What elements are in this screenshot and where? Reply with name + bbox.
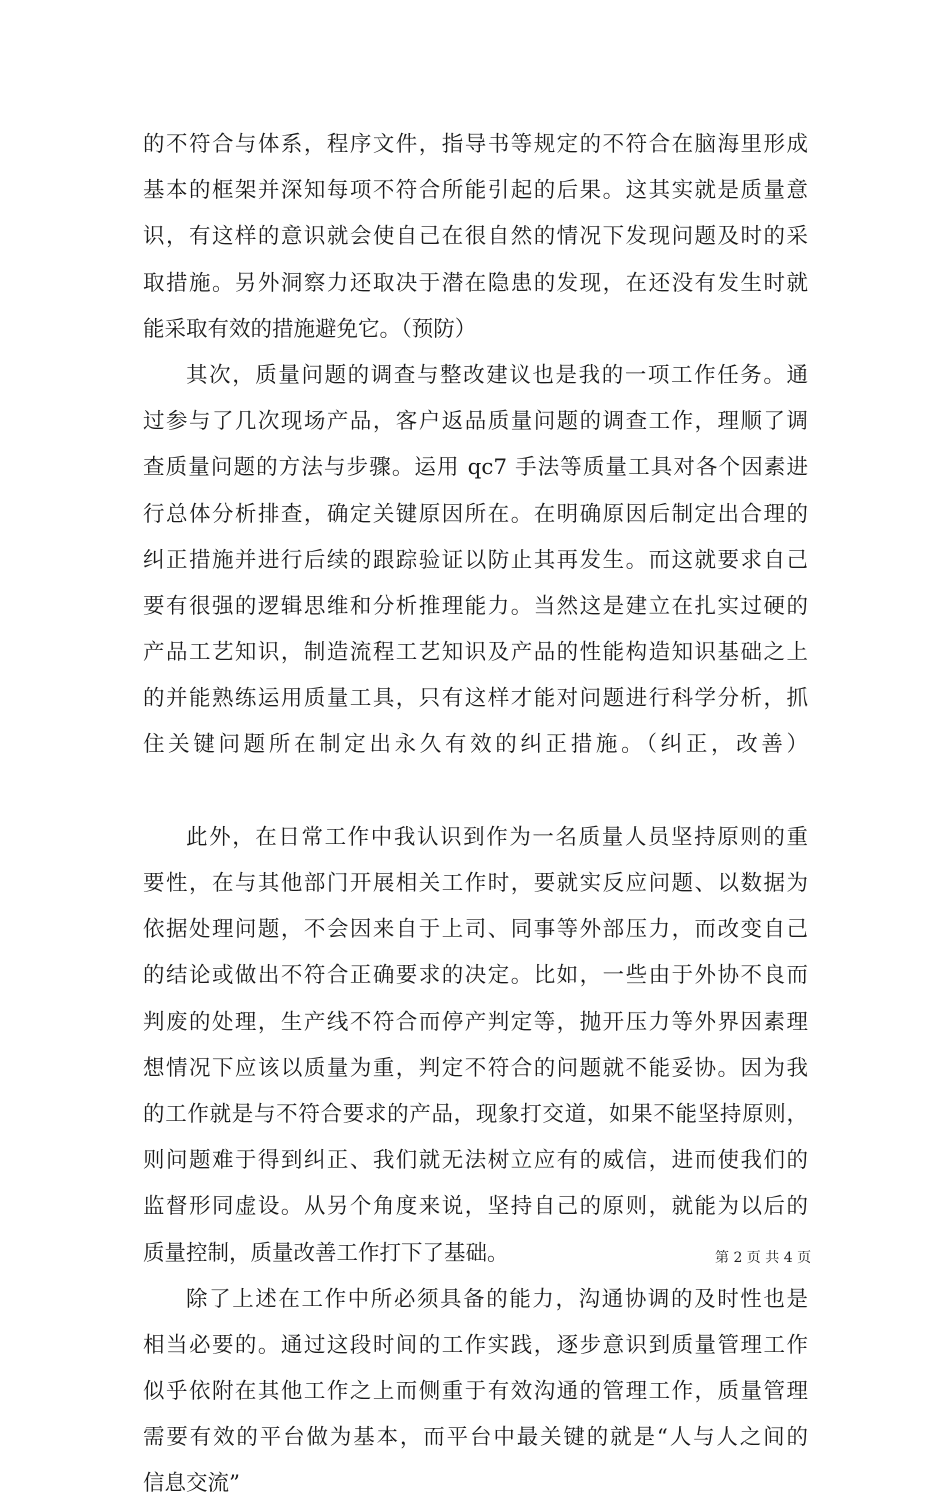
text-line: 住关键问题所在制定出永久有效的纠正措施。（纠正，改善） bbox=[143, 732, 808, 758]
text-line: 监督形同虚设。从另个角度来说，坚持自己的原则，就能为以后的 bbox=[143, 1194, 808, 1220]
text-line: 除了上述在工作中所必须具备的能力，沟通协调的及时性也是 bbox=[186, 1286, 808, 1312]
text-line: 其次，质量问题的调查与整改建议也是我的一项工作任务。通 bbox=[186, 362, 808, 388]
text-line: 查质量问题的方法与步骤。运用 qc7 手法等质量工具对各个因素进 bbox=[143, 455, 808, 481]
text-line: 的不符合与体系，程序文件，指导书等规定的不符合在脑海里形成 bbox=[143, 132, 808, 157]
text-line: 产品工艺知识，制造流程工艺知识及产品的性能构造知识基础之上 bbox=[143, 640, 808, 666]
text-line: 信息交流” bbox=[143, 1471, 240, 1497]
text-line: 依据处理问题，不会因来自于上司、同事等外部压力，而改变自己 bbox=[143, 917, 808, 943]
text-line: 的工作就是与不符合要求的产品，现象打交道，如果不能坚持原则， bbox=[143, 1101, 808, 1127]
page-number-footer: 第 2 页 共 4 页 bbox=[715, 1250, 812, 1266]
text-line: 纠正措施并进行后续的跟踪验证以防止其再发生。而这就要求自己 bbox=[143, 547, 808, 573]
text-line: 过参与了几次现场产品，客户返品质量问题的调查工作，理顺了调 bbox=[143, 409, 808, 435]
text-line: 想情况下应该以质量为重，判定不符合的问题就不能妥协。因为我 bbox=[143, 1055, 808, 1081]
text-line: 此外，在日常工作中我认识到作为一名质量人员坚持原则的重 bbox=[186, 824, 808, 850]
text-line: 相当必要的。通过这段时间的工作实践，逐步意识到质量管理工作 bbox=[143, 1332, 808, 1358]
text-line: 要有很强的逻辑思维和分析推理能力。当然这是建立在扎实过硬的 bbox=[143, 593, 808, 619]
paragraph bbox=[143, 353, 808, 815]
text-line: 的并能熟练运用质量工具，只有这样才能对问题进行科学分析，抓 bbox=[143, 686, 808, 712]
document-body bbox=[143, 122, 808, 1508]
paragraph bbox=[143, 1277, 808, 1508]
text-line: 需要有效的平台做为基本，而平台中最关键的就是“人与人之间的 bbox=[143, 1425, 808, 1451]
text-line: 则问题难于得到纠正、我们就无法树立应有的威信，进而使我们的 bbox=[143, 1148, 808, 1174]
text-line: 能采取有效的措施避免它。（预防） bbox=[143, 316, 477, 342]
text-line: 质量控制，质量改善工作打下了基础。 bbox=[143, 1240, 509, 1266]
text-line: 要性，在与其他部门开展相关工作时，要就实反应问题、以数据为 bbox=[143, 871, 808, 896]
text-line: 似乎依附在其他工作之上而侧重于有效沟通的管理工作，质量管理 bbox=[143, 1379, 808, 1405]
text-line: 的结论或做出不符合正确要求的决定。比如，一些由于外协不良而 bbox=[143, 963, 808, 989]
text-line: 基本的框架并深知每项不符合所能引起的后果。这其实就是质量意 bbox=[143, 178, 808, 204]
text-line bbox=[143, 769, 808, 815]
text-line: 识，有这样的意识就会使自己在很自然的情况下发现问题及时的采 bbox=[143, 224, 808, 250]
text-line: 取措施。另外洞察力还取决于潜在隐患的发现，在还没有发生时就 bbox=[143, 270, 808, 296]
text-line: 行总体分析排查，确定关键原因所在。在明确原因后制定出合理的 bbox=[143, 501, 808, 527]
text-line: 判废的处理，生产线不符合而停产判定等，抛开压力等外界因素理 bbox=[143, 1009, 808, 1035]
paragraph bbox=[143, 815, 808, 1277]
paragraph bbox=[143, 122, 808, 353]
